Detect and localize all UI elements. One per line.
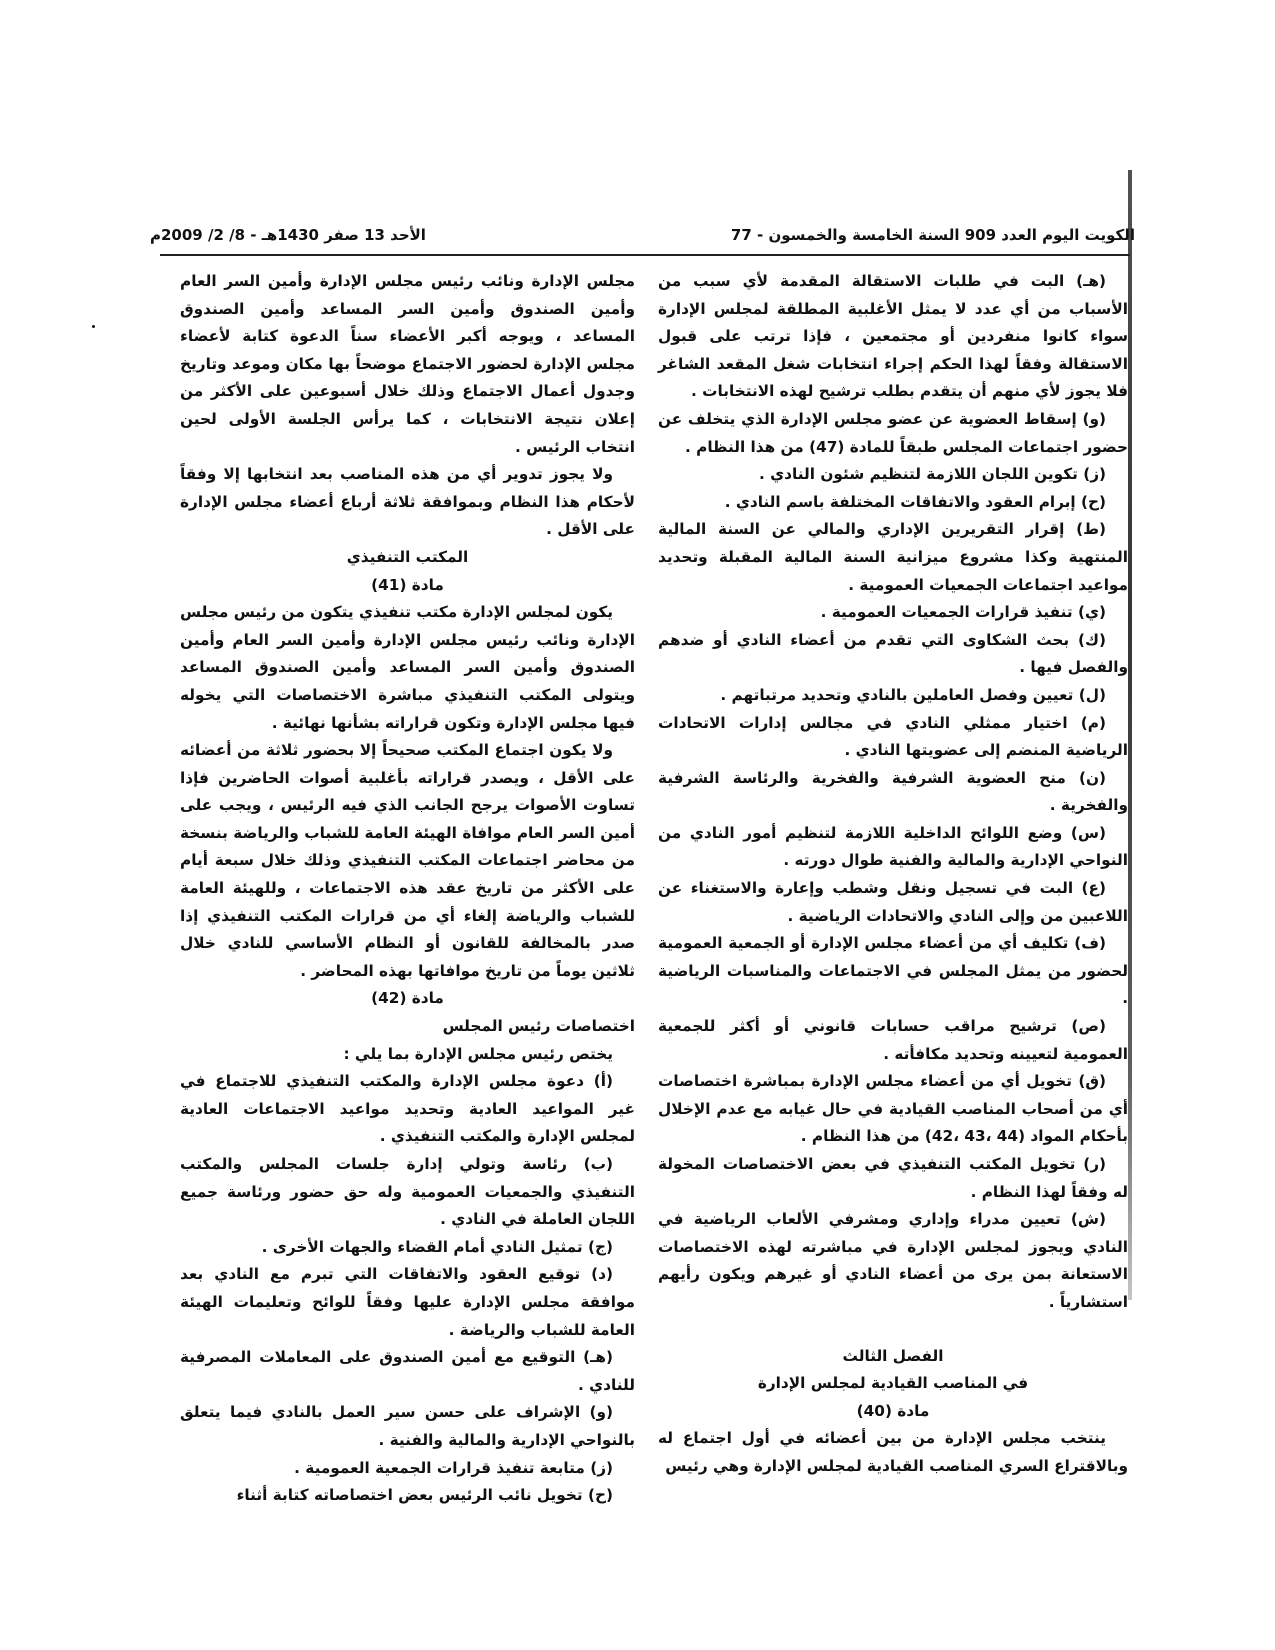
- list-item: (د) توقيع العقود والاتفاقات التي تبرم مع النادي بعد موافقة مجلس الإدارة عليها وفقاً للوائح وتعليمات الهيئة العامة للشباب والرياضة .: [180, 1265, 635, 1339]
- chapter-subtitle: في المناصب القيادية لمجلس الإدارة: [757, 1374, 1029, 1393]
- list-item: (ر) تخويل المكتب التنفيذي في بعض الاختصاصات المخولة له وفقاً لهذا النظام .: [658, 1155, 1128, 1201]
- article-40-text: ينتخب مجلس الإدارة من بين أعضائه في أول اجتماع له وبالاقتراع السري المناصب القيادية لمجلس الإدارة وهي رئيس: [658, 1429, 1128, 1475]
- list-item: (ن) منح العضوية الشرفية والفخرية والرئاسة الشرفية والفخرية .: [658, 768, 1128, 815]
- list-item: (ط) إقرار التقريرين الإداري والمالي عن السنة المالية المنتهية وكذا مشروع ميزانية السنة المالية المقبلة وتحديد مواعيد اجتماعات الجمعيات العمومية .: [658, 520, 1128, 594]
- list-item: (ج) تمثيل النادي أمام القضاء والجهات الأخرى .: [261, 1237, 613, 1256]
- list-item: (ل) تعيين وفصل العاملين بالنادي وتحديد مرتباتهم .: [720, 685, 1106, 704]
- list-item: (ي) تنفيذ قرارات الجمعيات العمومية .: [820, 603, 1106, 622]
- header-rule: [160, 254, 1130, 256]
- article-42-intro: يختص رئيس مجلس الإدارة بما يلي :: [343, 1044, 613, 1063]
- list-item: (ح) تخويل نائب الرئيس بعض اختصاصاته كتابة أثناء: [236, 1486, 613, 1505]
- header-issue-info: الكويت اليوم العدد 909 السنة الخامسة والخمسون - 77: [730, 226, 1135, 244]
- article-40-heading: مادة (40): [856, 1401, 930, 1420]
- chapter-title: الفصل الثالث: [842, 1346, 944, 1365]
- list-item: (س) وضع اللوائح الداخلية اللازمة لتنظيم أمور النادي من النواحي الإدارية والمالية والفنية طوال دورته .: [658, 823, 1128, 870]
- list-item: (ز) تكوين اللجان اللازمة لتنظيم شئون النادي .: [759, 465, 1106, 484]
- article-41-paragraph: ولا يكون اجتماع المكتب صحيحاً إلا بحضور ثلاثة من أعضائه على الأقل ، ويصدر قراراته بأغلبية أصوات الحاضرين فإذا تساوت الأصوات يرجح الجانب الذي فيه الرئيس ، ويجب على أمين السر العام موافاة الهيئة العامة للشباب والرياضة بنسخة من محاضر اجتماعات المكتب التنفيذي وذلك خلال سبعة أيام على الأكثر من تاريخ عقد هذه الاجتماعات ، وللهيئة العامة للشباب والرياضة إلغاء أي من قرارات المكتب التنفيذي إذا صدر بالمخالفة للقانون أو النظام الأساسي للنادي خلال ثلاثين يوماً من تاريخ موافاتها بهذه المحاضر .: [180, 741, 635, 980]
- list-item: (م) اختيار ممثلي النادي في مجالس إدارات الاتحادات الرياضية المنضم إلى عضويتها النادي .: [658, 713, 1128, 760]
- list-item: (و) الإشراف على حسن سير العمل بالنادي فيما يتعلق بالنواحي الإدارية والمالية والفنية .: [180, 1403, 635, 1449]
- left-column: [180, 268, 635, 1510]
- scan-speck: [92, 325, 95, 328]
- list-item: (و) إسقاط العضوية عن عضو مجلس الإدارة الذي يتخلف عن حضور اجتماعات المجلس طبقاً للمادة (47) من هذا النظام .: [658, 409, 1128, 456]
- list-item: (هـ) البت في طلبات الاستقالة المقدمة لأي سبب من الأسباب من أي عدد لا يمثل الأغلبية المطلقة لمجلس الإدارة سواء كانوا منفردين أو مجتمعين ، فإذا ترتب على قبول الاستقالة وفقاً لهذا الحكم إجراء انتخابات شغل المقعد الشاغر فلا يجوز لأي منهم أن يتقدم بطلب ترشيح لهذه الانتخابات .: [658, 272, 1128, 401]
- list-item: (ز) متابعة تنفيذ قرارات الجمعية العمومية .: [294, 1458, 613, 1477]
- list-item: (ص) ترشيح مراقب حسابات قانوني أو أكثر للجمعية العمومية لتعيينه وتحديد مكافأته .: [658, 1017, 1128, 1063]
- section-heading-executive-office: المكتب التنفيذي: [346, 547, 469, 566]
- list-item: (ح) إبرام العقود والاتفاقات المختلفة باسم النادي .: [724, 492, 1106, 511]
- header-date: الأحد 13 صفر 1430هـ - 8/ 2/ 2009م: [150, 226, 426, 244]
- scan-binding-edge: [1128, 170, 1132, 1300]
- article-41-paragraph: يكون لمجلس الإدارة مكتب تنفيذي يتكون من رئيس مجلس الإدارة ونائب رئيس مجلس الإدارة وأمين السر العام وأمين الصندوق وأمين السر المساعد وأمين الصندوق المساعد ويتولى المكتب التنفيذي مباشرة الاختصاصات التي يخوله فيها مجلس الإدارة وتكون قراراته بشأنها نهائية .: [180, 603, 635, 732]
- list-item: (ش) تعيين مدراء وإداري ومشرفي الألعاب الرياضية في النادي ويجوز لمجلس الإدارة في مباشرته لهذه الاختصاصات الاستعانة بمن يرى من أعضاء النادي أو غيرهم ويكون رأيهم استشارياً .: [658, 1210, 1128, 1311]
- list-item: (ف) تكليف أي من أعضاء مجلس الإدارة أو الجمعية العمومية لحضور من يمثل المجلس في الاجتماعات والمناسبات الرياضية .: [658, 934, 1128, 1008]
- list-item: (ك) بحث الشكاوى التي تقدم من أعضاء النادي أو ضدهم والفصل فيها .: [658, 630, 1128, 677]
- list-item: (أ) دعوة مجلس الإدارة والمكتب التنفيذي للاجتماع في غير المواعيد العادية وتحديد مواعيد الاجتماعات العادية لمجلس الإدارة والمكتب التنفيذي .: [180, 1072, 635, 1146]
- continuation-paragraph: مجلس الإدارة ونائب رئيس مجلس الإدارة وأمين السر العام وأمين الصندوق وأمين السر المساعد وأمين الصندوق المساعد ، ويوجه أكبر الأعضاء سناً الدعوة كتابة لأعضاء مجلس الإدارة لحضور الاجتماع موضحاً بها مكان وموعد وتاريخ وجدول أعمال الاجتماع وذلك خلال أسبوعين على الأكثر من إعلان نتيجة الانتخابات ، كما يرأس الجلسة الأولى لحين انتخاب الرئيس .: [180, 272, 635, 456]
- page-header: [150, 222, 1135, 248]
- article-41-heading: مادة (41): [371, 575, 444, 594]
- list-item: (هـ) التوقيع مع أمين الصندوق على المعاملات المصرفية للنادي .: [180, 1348, 635, 1394]
- list-item: (ق) تخويل أي من أعضاء مجلس الإدارة بمباشرة اختصاصات أي من أصحاب المناصب القيادية في حال غيابه مع عدم الإخلال بأحكام المواد (44 ،43 ،42) من هذا النظام .: [658, 1072, 1128, 1146]
- article-42-heading: مادة (42): [371, 989, 444, 1008]
- list-item: (ع) البت في تسجيل ونقل وشطب وإعارة والاستغناء عن اللاعبين من وإلى النادي والاتحادات الرياضية .: [658, 879, 1128, 925]
- list-item: (ب) رئاسة وتولي إدارة جلسات المجلس والمكتب التنفيذي والجمعيات العمومية وله حق حضور ورئاسة جميع اللجان العاملة في النادي .: [180, 1155, 635, 1229]
- right-column: [658, 268, 1128, 1481]
- paragraph: ولا يجوز تدوير أي من هذه المناصب بعد انتخابها إلا وفقاً لأحكام هذا النظام وبموافقة ثلاثة أرباع أعضاء مجلس الإدارة على الأقل .: [180, 465, 635, 539]
- article-42-title: اختصاصات رئيس المجلس: [442, 1017, 635, 1036]
